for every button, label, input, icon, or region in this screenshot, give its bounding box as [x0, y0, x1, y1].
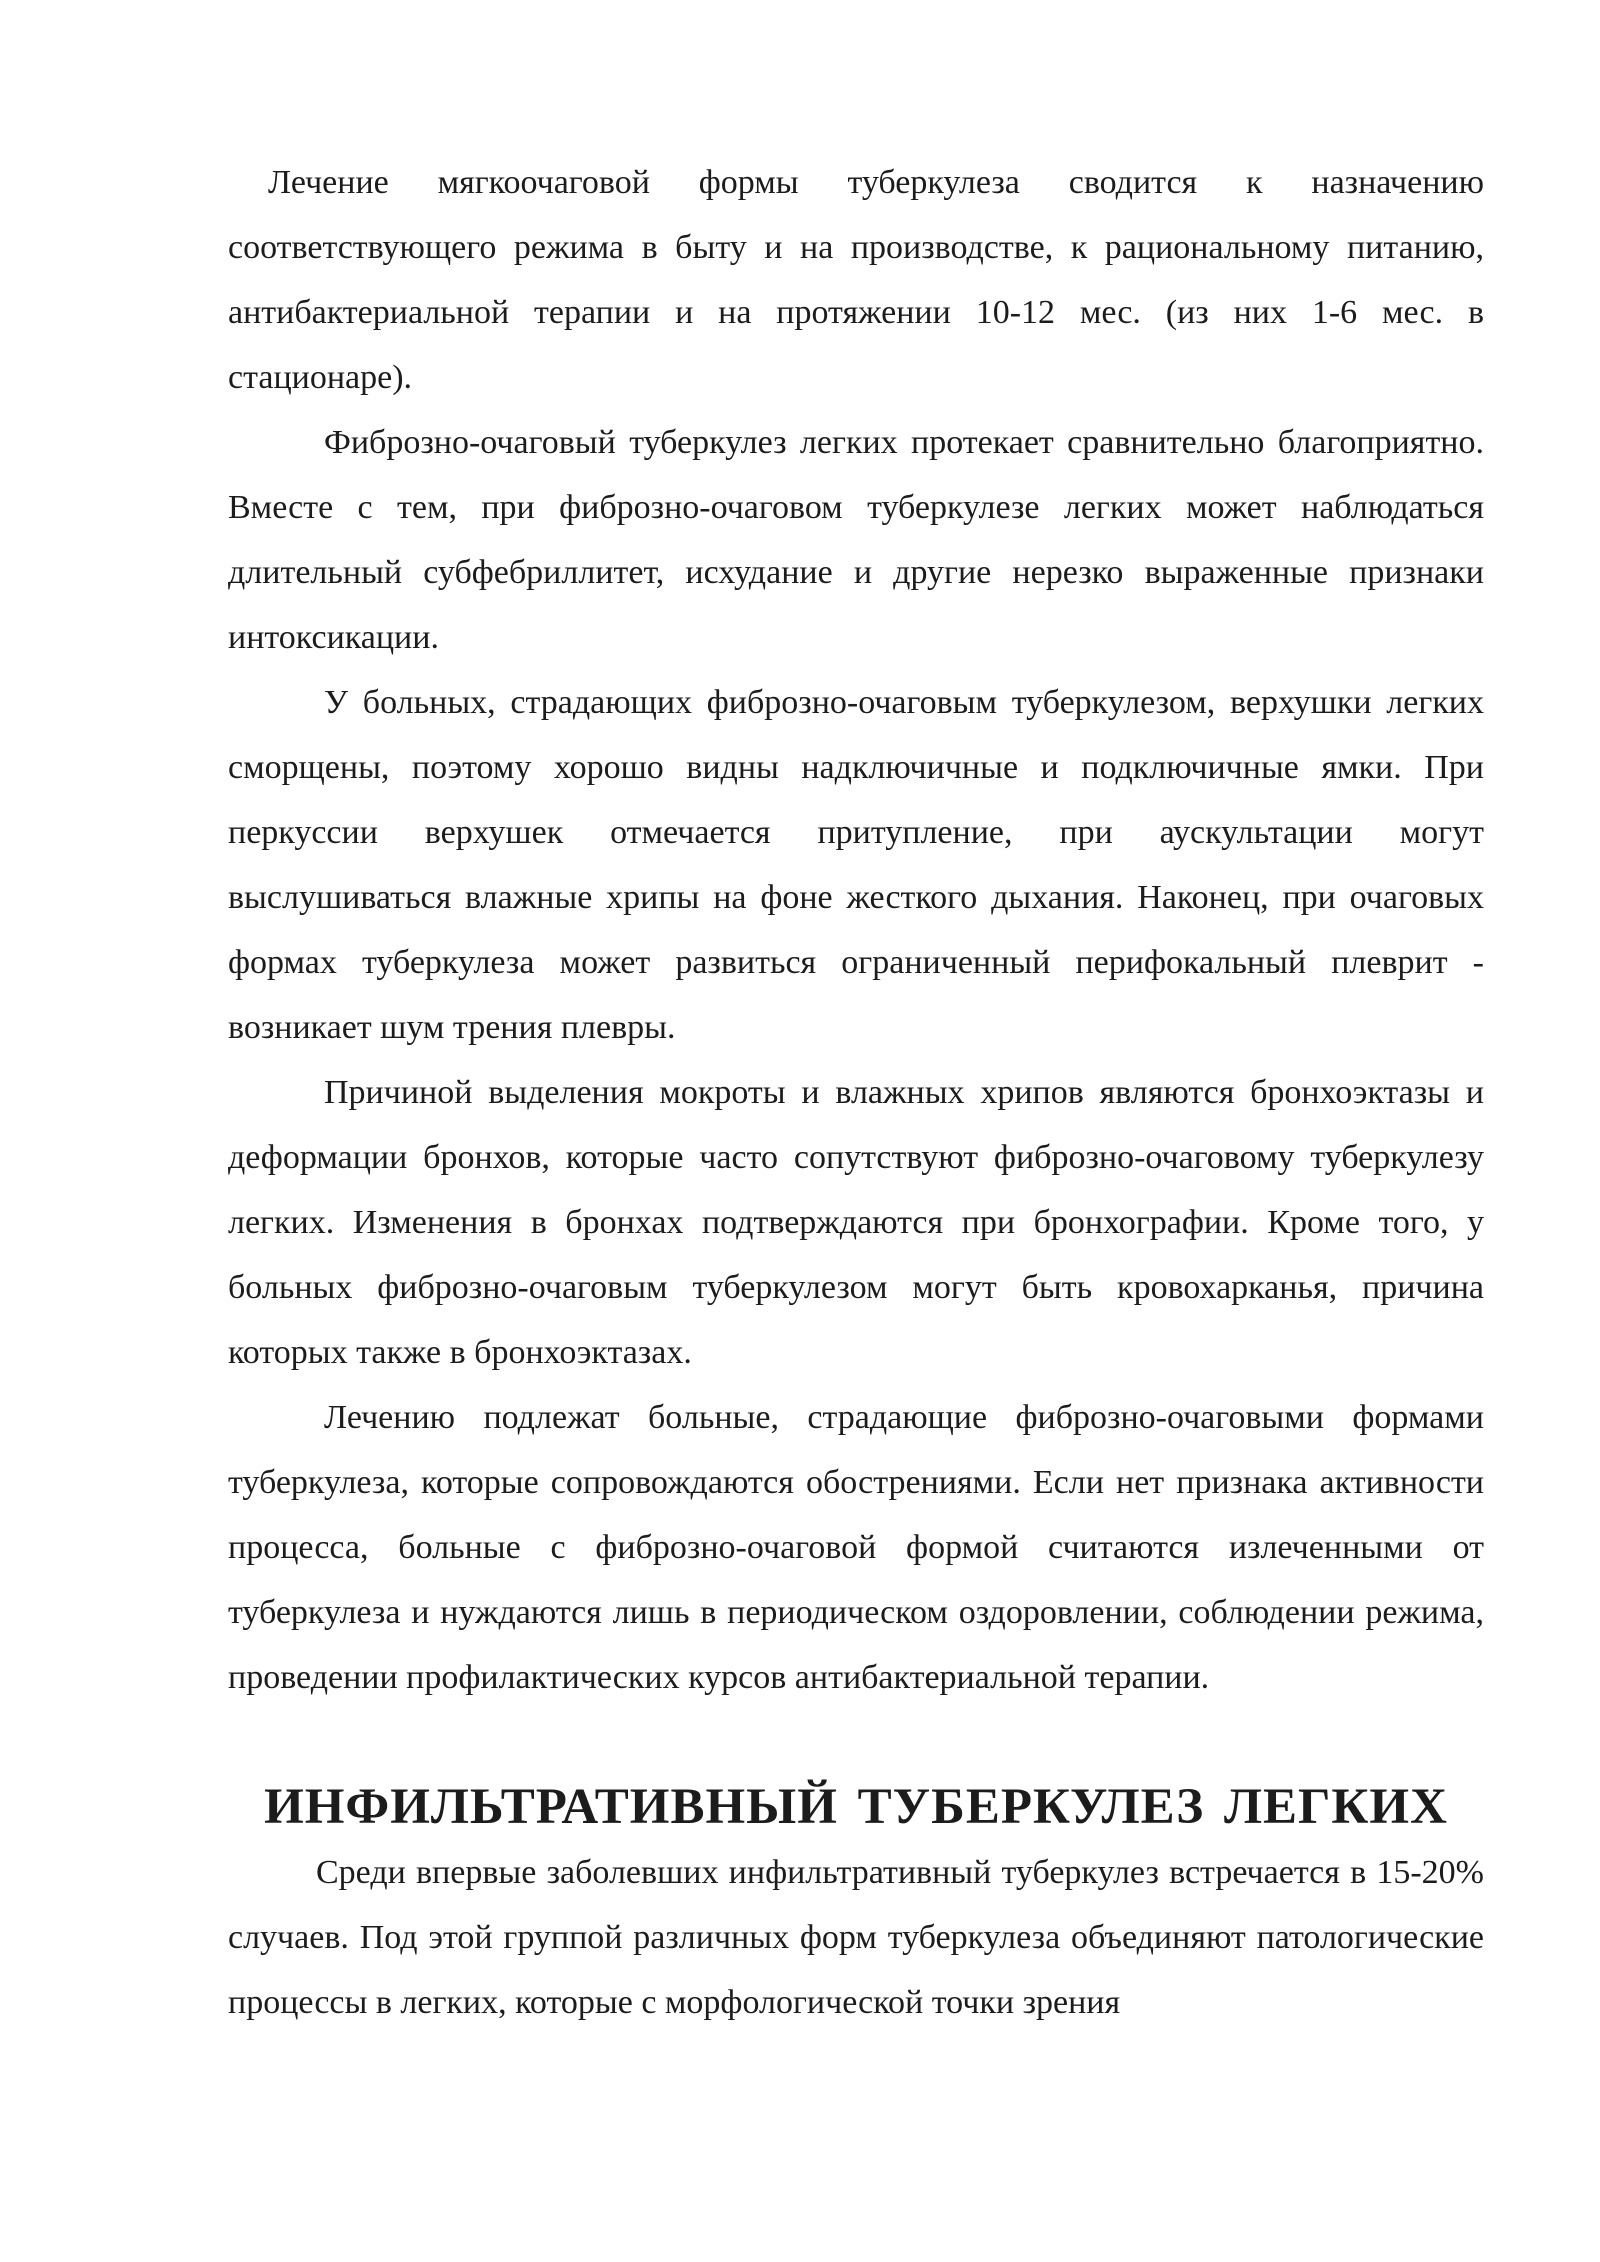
document-body — [228, 150, 1484, 2035]
paragraph-infiltrative-intro: Среди впервые заболевших инфильтративный туберкулез встречается в 15-20% случаев. Под этой группой различных форм туберкулеза объединяют патологические процессы в легких, которые с морфологической точки зрения — [228, 1854, 1484, 2021]
paragraph-sputum-causes: Причиной выделения мокроты и влажных хрипов являются бронхоэктазы и деформации бронхов, которые часто сопутствуют фиброзно-очаговому туберкулезу легких. Изменения в бронхах подтверждаются при бронхографии. Кроме того, у больных фиброзно-очаговым туберкулезом могут быть кровохарканья, причина которых также в бронхоэктазах. — [228, 1074, 1484, 1371]
paragraph-fibrous-focal-course: Фиброзно-очаговый туберкулез легких протекает сравнительно благоприятно. Вместе с тем, при фиброзно-очаговом туберкулезе легких может наблюдаться длительный субфебриллитет, исхудание и другие нерезко выраженные признаки интоксикации. — [228, 424, 1484, 656]
section-heading: ИНФИЛЬТРАТИВНЫЙ ТУБЕРКУЛЕЗ ЛЕГКИХ — [264, 1779, 1448, 1835]
paragraph-fibrous-focal-symptoms: У больных, страдающих фиброзно-очаговым туберкулезом, верхушки легких сморщены, поэтому хорошо видны надключичные и подключичные ямки. При перкуссии верхушек отмечается притупление, при аускультации могут выслушиваться влажные хрипы на фоне жесткого дыхания. Наконец, при очаговых формах туберкулеза может развиться ограниченный перифокальный плеврит - возникает шум трения плевры. — [228, 684, 1484, 1046]
paragraph-treatment-indications: Лечению подлежат больные, страдающие фиброзно-очаговыми формами туберкулеза, которые сопровождаются обострениями. Если нет признака активности процесса, больные с фиброзно-очаговой формой считаются излеченными от туберкулеза и нуждаются лишь в периодическом оздоровлении, соблюдении режима, проведении профилактических курсов антибактериальной терапии. — [228, 1399, 1484, 1696]
paragraph-soft-focal-treatment: Лечение мягкоочаговой формы туберкулеза сводится к назначению соответствующего режима в быту и на производстве, к рациональному питанию, антибактериальной терапии и на протяжении 10-12 мес. (из них 1-6 мес. в стационаре). — [228, 164, 1484, 396]
